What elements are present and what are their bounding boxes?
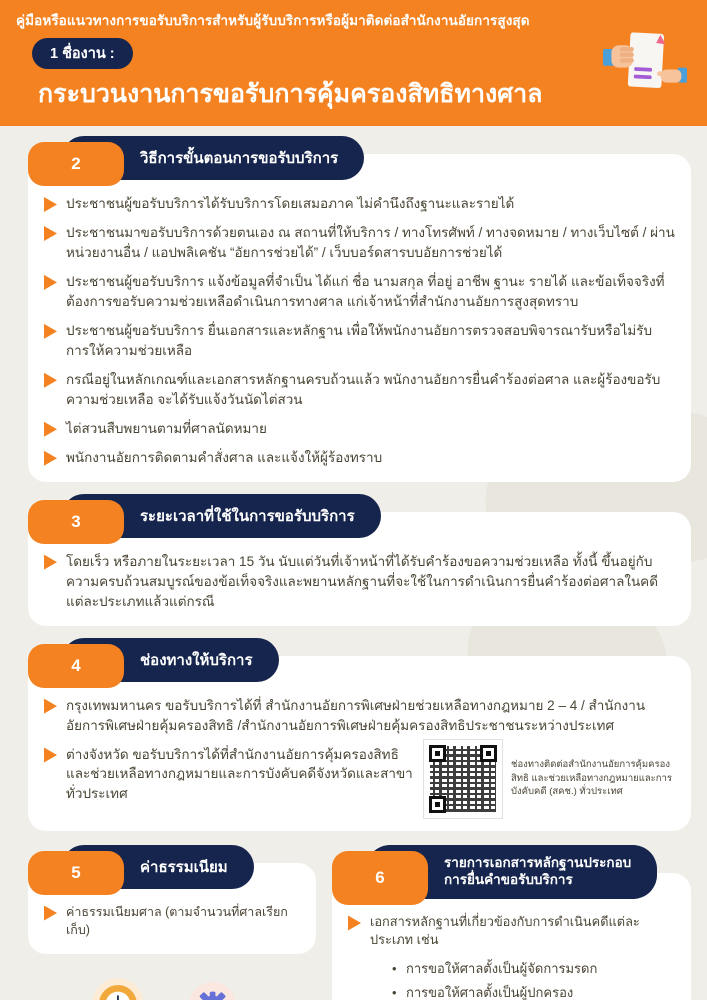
section-5-title: ค่าธรรมเนียม xyxy=(62,845,254,889)
list-item: • การขอให้ศาลตั้งเป็นผู้จัดการมรดก xyxy=(392,959,642,979)
bullet-text: กรุงเทพมหานคร ขอรับบริการได้ที่ สำนักงานอัยการพิเศษฝ่ายช่วยเหลือทางกฎหมาย 2 – 4 / สำนักงานอัยการพิเศษฝ่ายคุ้มครองสิทธิ /สำนักงานอัยการพิเศษฝ่ายคุ้มครองสิทธิประชาชนระหว่างประเทศ xyxy=(66,697,646,733)
section-2-title: วิธีการขั้นตอนการขอรับบริการ xyxy=(62,136,364,180)
bullet-item xyxy=(42,552,675,612)
triangle-bullet-icon xyxy=(44,748,57,763)
triangle-bullet-icon xyxy=(44,324,57,339)
triangle-bullet-icon xyxy=(44,275,57,290)
bullet-text: พนักงานอัยการติดตามคำสั่งศาล และแจ้งให้ผู้ร้องทราบ xyxy=(66,449,383,465)
bullet-text: ประชาชนผู้ขอรับบริการได้รับบริการโดยเสมอภาค ไม่คำนึงถึงฐานะและรายได้ xyxy=(66,196,515,211)
bullet-item xyxy=(346,913,675,951)
bullet-text: ประชาชนมาขอรับบริการด้วยตนเอง ณ สถานที่ให้บริการ / ทางโทรศัพท์ / ทางจดหมาย / ทางเว็บไซต์ / ผ่านหน่วยงานอื่น / แอปพลิเคชัน “อัยการช่วยได้” / เว็บบอร์ดสารบบอัยการช่วยได้ xyxy=(66,224,675,260)
section-4-number: 4 xyxy=(28,644,124,688)
section-2-card xyxy=(28,154,691,482)
header-topline: คู่มือหรือแนวทางการขอรับบริการสำหรับผู้รับบริการหรือผู้มาติดต่อสำนักงานอัยการสูงสุด xyxy=(16,13,530,28)
bullet-item xyxy=(42,370,675,410)
left-column xyxy=(28,845,316,1000)
triangle-bullet-icon xyxy=(44,555,57,570)
bullet-text: ค่าธรรมเนียมศาล (ตามจำนวนที่ศาลเรียกเก็บ) xyxy=(66,904,288,937)
qr-finder-icon xyxy=(429,796,446,813)
bullet-text: ต่างจังหวัด ขอรับบริการได้ที่สำนักงานอัยการคุ้มครองสิทธิ และช่วยเหลือทางกฎหมายและการบังคับคดีจังหวัดและสาขาทั่วประเทศ xyxy=(66,746,413,802)
header xyxy=(0,0,707,126)
section-duration xyxy=(28,494,691,626)
contact-qr-code xyxy=(423,739,503,819)
contact-qr-caption: ช่องทางติดต่อสำนักงานอัยการคุ้มครองสิทธิ และช่วยเหลือทางกฎหมายและการบังคับคดี (สคช.) ทั่วประเทศ xyxy=(511,758,672,798)
bullet-text: เอกสารหลักฐานที่เกี่ยวข้องกับการดำเนินคดีแต่ละประเภท เช่น xyxy=(370,913,640,948)
section-5-header xyxy=(28,845,316,893)
section-6-title-line1: รายการเอกสารหลักฐานประกอบ xyxy=(444,854,632,870)
bullet-item xyxy=(42,321,675,361)
bullet-item xyxy=(42,745,423,805)
bottom-row xyxy=(28,845,691,1000)
section-6-header xyxy=(332,845,691,903)
content xyxy=(0,126,707,1000)
section-2-header xyxy=(28,136,691,184)
section-6-number: 6 xyxy=(332,851,428,905)
contact-qr-group xyxy=(423,739,675,819)
bullet-item xyxy=(42,419,675,439)
triangle-bullet-icon xyxy=(44,699,57,714)
section-4-header xyxy=(28,638,691,686)
section-3-number: 3 xyxy=(28,500,124,544)
bullet-item xyxy=(42,903,300,940)
list-item: • การขอให้ศาลตั้งเป็นผู้ปกครอง xyxy=(392,983,642,1000)
job-number-badge: 1 ชื่องาน : xyxy=(32,38,133,69)
bullet-item xyxy=(42,696,675,736)
qr-finder-icon xyxy=(480,745,497,762)
bullet-item xyxy=(42,223,675,263)
triangle-bullet-icon xyxy=(44,422,57,437)
triangle-bullet-icon xyxy=(44,451,57,466)
triangle-bullet-icon xyxy=(348,916,361,931)
section-5-number: 5 xyxy=(28,851,124,895)
section-6-title-line2: การยื่นคำขอรับบริการ xyxy=(444,871,573,887)
section-3-header xyxy=(28,494,691,542)
workspace-illustration xyxy=(34,968,316,1000)
bullet-item xyxy=(42,194,675,214)
triangle-bullet-icon xyxy=(44,373,57,388)
triangle-bullet-icon xyxy=(44,197,57,212)
bullet-text: โดยเร็ว หรือภายในระยะเวลา 15 วัน นับแต่วันที่เจ้าหน้าที่ได้รับคำร้องขอความช่วยเหลือ ทั้งนี้ ขึ้นอยู่กับความครบถ้วนสมบูรณ์ของข้อเท็จจริงและพยานหลักฐานที่จะใช้ในการดำเนินการยื่นคำร้องต่อศาลในคดีแต่ละประเภทแล้วแต่กรณี xyxy=(66,553,658,609)
qr-finder-icon xyxy=(429,745,446,762)
document-handover-icon xyxy=(603,30,687,101)
bullet-text: ไต่สวนสืบพยานตามที่ศาลนัดหมาย xyxy=(66,420,267,436)
bullet-item xyxy=(42,272,675,312)
bullet-text: ประชาชนผู้ขอรับบริการ ยื่นเอกสารและหลักฐาน เพื่อให้พนักงานอัยการตรวจสอบพิจารณารับหรือไม่รับ การให้ความช่วยเหลือ xyxy=(66,322,653,358)
section-fees xyxy=(28,845,316,954)
section-3-title: ระยะเวลาที่ใช้ในการขอรับบริการ xyxy=(62,494,381,538)
section-4-title: ช่องทางให้บริการ xyxy=(62,638,279,682)
section-documents xyxy=(332,845,691,1000)
page-title: กระบวนงานการขอรับการคุ้มครองสิทธิทางศาล xyxy=(38,80,543,108)
bullet-item xyxy=(42,448,675,468)
document-list xyxy=(392,959,675,1000)
right-column xyxy=(332,845,691,1000)
triangle-bullet-icon xyxy=(44,226,57,241)
bullet-text: ประชาชนผู้ขอรับบริการ แจ้งข้อมูลที่จำเป็น ได้แก่ ชื่อ นามสกุล ที่อยู่ อาชีพ ฐานะ รายได้ และข้อเท็จจริงที่ต้องการขอรับความช่วยเหลือดำเนินการทางศาล แก่เจ้าหน้าที่สำนักงานอัยการสูงสุดทราบ xyxy=(66,273,665,309)
section-2-number: 2 xyxy=(28,142,124,186)
triangle-bullet-icon xyxy=(44,906,57,921)
channels-provincial-row xyxy=(42,745,675,819)
bullet-text: กรณีอยู่ในหลักเกณฑ์และเอกสารหลักฐานครบถ้วนแล้ว พนักงานอัยการยื่นคำร้องต่อศาล และผู้ร้องขอรับความช่วยเหลือ จะได้รับแจ้งวันนัดไต่สวน xyxy=(66,371,661,407)
section-steps xyxy=(28,136,691,482)
section-channels xyxy=(28,638,691,831)
